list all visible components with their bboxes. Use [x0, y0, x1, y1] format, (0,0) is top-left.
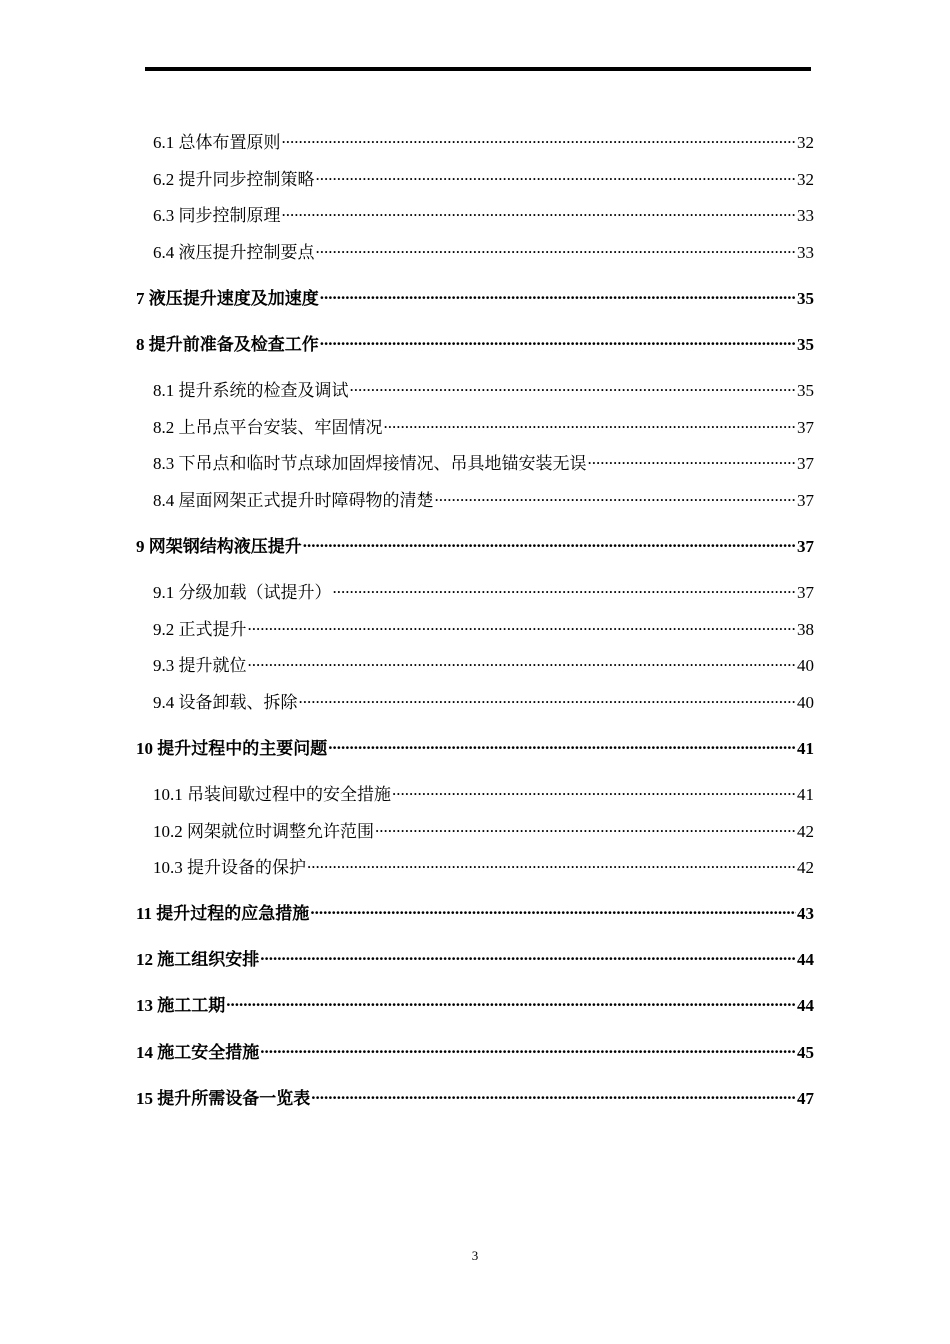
toc-entry-page: 33	[797, 243, 814, 262]
toc-dot-leader	[311, 1082, 796, 1104]
toc-entry-page: 40	[797, 693, 814, 712]
toc-entry[interactable]	[153, 576, 814, 604]
toc-entry-page: 33	[797, 206, 814, 225]
toc-entry-title: 6.2 提升同步控制策略	[153, 170, 315, 189]
toc-entry-page: 42	[797, 858, 814, 877]
toc-dot-leader	[316, 163, 797, 185]
toc-entry[interactable]	[153, 613, 814, 641]
toc-entry[interactable]	[153, 686, 814, 714]
toc-entry-page: 41	[797, 785, 814, 804]
toc-dot-leader	[282, 126, 797, 148]
toc-entry-title: 10 提升过程中的主要问题	[136, 739, 328, 758]
toc-entry-title: 7 液压提升速度及加速度	[136, 289, 319, 308]
toc-entry-title: 10.1 吊装间歇过程中的安全措施	[153, 785, 391, 804]
toc-entry-page: 37	[797, 491, 814, 510]
toc-entry[interactable]	[136, 328, 814, 356]
toc-dot-leader	[303, 530, 796, 552]
toc-entry-page: 37	[797, 583, 814, 602]
toc-entry[interactable]	[136, 897, 814, 925]
toc-entry[interactable]	[153, 236, 814, 264]
toc-dot-leader	[384, 411, 797, 433]
toc-dot-leader	[226, 989, 796, 1011]
toc-entry[interactable]	[153, 374, 814, 402]
toc-entry-page: 35	[797, 381, 814, 400]
toc-entry[interactable]	[153, 411, 814, 439]
toc-entry-page: 44	[797, 950, 814, 969]
toc-dot-leader	[350, 374, 797, 396]
toc-entry[interactable]	[136, 282, 814, 310]
toc-entry[interactable]	[153, 199, 814, 227]
toc-entry-page: 37	[797, 537, 814, 556]
toc-dot-leader	[299, 686, 797, 708]
toc-entry[interactable]	[136, 943, 814, 971]
toc-dot-leader	[435, 484, 797, 506]
toc-entry-page: 38	[797, 620, 814, 639]
toc-dot-leader	[310, 897, 796, 919]
toc-entry[interactable]	[136, 732, 814, 760]
toc-entry[interactable]	[153, 649, 814, 677]
toc-dot-leader	[307, 851, 796, 873]
toc-entry[interactable]	[153, 447, 814, 475]
toc-entry-title: 12 施工组织安排	[136, 950, 260, 969]
toc-entry[interactable]	[153, 484, 814, 512]
toc-entry-title: 8.2 上吊点平台安装、牢固情况	[153, 418, 383, 437]
toc-entry-title: 10.2 网架就位时调整允许范围	[153, 822, 374, 841]
toc-dot-leader	[320, 282, 796, 304]
toc-entry-page: 45	[797, 1043, 814, 1062]
toc-entry[interactable]	[153, 815, 814, 843]
toc-entry[interactable]	[153, 778, 814, 806]
toc-entry-page: 32	[797, 133, 814, 152]
page-number: 3	[471, 1248, 479, 1263]
toc-entry-title: 10.3 提升设备的保护	[153, 858, 306, 877]
toc-entry-title: 9 网架钢结构液压提升	[136, 537, 302, 556]
toc-entry-page: 47	[797, 1089, 814, 1108]
toc-entry-title: 14 施工安全措施	[136, 1043, 260, 1062]
toc-entry[interactable]	[153, 851, 814, 879]
toc-entry-page: 41	[797, 739, 814, 758]
toc-entry-title: 8.3 下吊点和临时节点球加固焊接情况、吊具地锚安装无误	[153, 454, 587, 473]
toc-entry-page: 37	[797, 454, 814, 473]
toc-entry[interactable]	[136, 530, 814, 558]
toc-dot-leader	[375, 815, 796, 837]
toc-entry-title: 9.1 分级加载（试提升）	[153, 583, 332, 602]
toc-entry-title: 15 提升所需设备一览表	[136, 1089, 311, 1108]
toc-entry-title: 9.4 设备卸载、拆除	[153, 693, 298, 712]
toc-entry-page: 37	[797, 418, 814, 437]
toc-entry-page: 44	[797, 996, 814, 1015]
toc-dot-leader	[248, 649, 797, 671]
toc-entry-page: 32	[797, 170, 814, 189]
toc-dot-leader	[320, 328, 796, 350]
toc-dot-leader	[282, 199, 797, 221]
toc-entry[interactable]	[153, 163, 814, 191]
toc-entry-title: 9.3 提升就位	[153, 656, 247, 675]
toc-dot-leader	[260, 943, 796, 965]
toc-entry-title: 6.3 同步控制原理	[153, 206, 281, 225]
toc-dot-leader	[588, 447, 797, 469]
toc-entry-page: 40	[797, 656, 814, 675]
toc-dot-leader	[260, 1036, 796, 1058]
toc-entry-title: 6.1 总体布置原则	[153, 133, 281, 152]
toc-entry-title: 11 提升过程的应急措施	[136, 904, 310, 923]
toc-entry-page: 42	[797, 822, 814, 841]
toc-entry-page: 35	[797, 289, 814, 308]
toc-dot-leader	[392, 778, 796, 800]
toc-entry-title: 8 提升前准备及检查工作	[136, 335, 319, 354]
toc-entry-page: 43	[797, 904, 814, 923]
toc-entry[interactable]	[136, 1082, 814, 1110]
toc-entry-title: 9.2 正式提升	[153, 620, 247, 639]
header-rule	[145, 67, 811, 71]
toc-entry-title: 8.1 提升系统的检查及调试	[153, 381, 349, 400]
toc-entry[interactable]	[153, 126, 814, 154]
toc-entry-title: 8.4 屋面网架正式提升时障碍物的清楚	[153, 491, 434, 510]
toc-entry-title: 6.4 液压提升控制要点	[153, 243, 315, 262]
toc-entry-page: 35	[797, 335, 814, 354]
toc-entry[interactable]	[136, 1036, 814, 1064]
toc-dot-leader	[333, 576, 797, 598]
toc-dot-leader	[316, 236, 797, 258]
toc-dot-leader	[328, 732, 796, 754]
toc-entry-title: 13 施工工期	[136, 996, 226, 1015]
toc-entry[interactable]	[136, 989, 814, 1017]
toc-dot-leader	[248, 613, 797, 635]
